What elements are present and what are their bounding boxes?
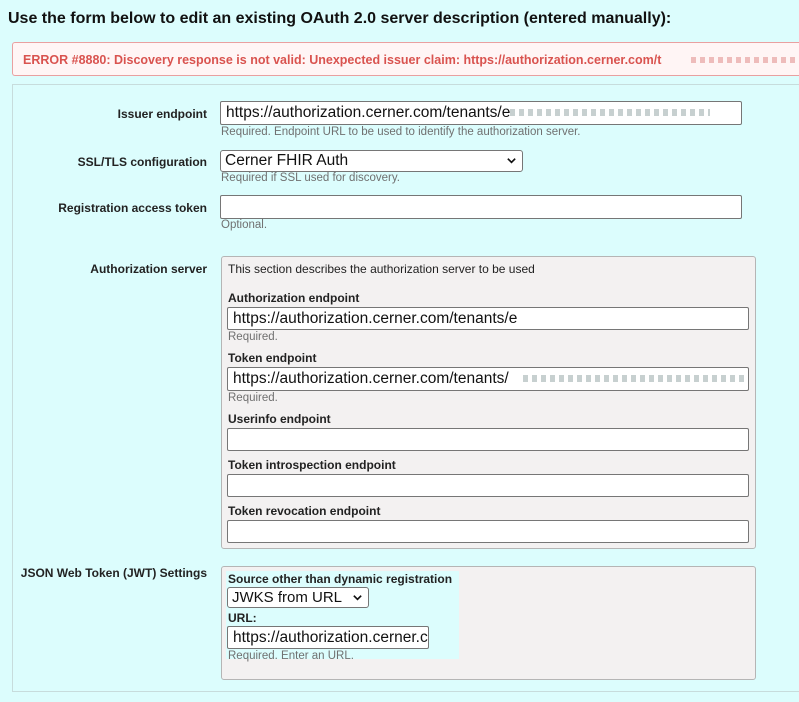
registration-token-input[interactable] <box>220 195 742 219</box>
token-endpoint-input[interactable] <box>227 367 749 391</box>
authorization-server-fieldset <box>221 256 756 549</box>
redacted-text <box>523 375 748 382</box>
jwks-url-input[interactable] <box>227 626 429 649</box>
oauth-server-form <box>12 84 799 692</box>
error-message-box <box>12 42 799 76</box>
ssl-tls-selected: Cerner FHIR Auth <box>225 152 349 169</box>
ssl-tls-label: SSL/TLS configuration <box>77 155 207 169</box>
revocation-endpoint-label: Token revocation endpoint <box>228 504 381 518</box>
redacted-text <box>691 57 799 63</box>
userinfo-endpoint-input[interactable] <box>227 428 749 451</box>
issuer-endpoint-value: https://authorization.cerner.com/tenants/e <box>226 104 511 121</box>
registration-token-hint: Optional. <box>221 219 268 231</box>
introspection-endpoint-label: Token introspection endpoint <box>228 458 396 472</box>
ssl-tls-select[interactable] <box>220 150 523 172</box>
jwks-url-label: URL: <box>228 611 257 625</box>
page-title: Use the form below to edit an existing OAuth 2.0 server description (entered manually): <box>8 10 672 27</box>
token-endpoint-hint: Required. <box>228 392 278 404</box>
token-endpoint-label: Token endpoint <box>228 351 317 365</box>
authorization-endpoint-label: Authorization endpoint <box>228 291 360 305</box>
jwks-url-hint: Required. Enter an URL. <box>228 650 354 662</box>
jwks-source-selected: JWKS from URL <box>232 589 343 606</box>
redacted-text <box>510 109 710 116</box>
issuer-endpoint-hint: Required. Endpoint URL to be used to identify the authorization server. <box>221 126 581 138</box>
authorization-endpoint-hint: Required. <box>228 331 278 343</box>
introspection-endpoint-input[interactable] <box>227 474 749 497</box>
ssl-tls-hint: Required if SSL used for discovery. <box>221 172 400 184</box>
userinfo-endpoint-label: Userinfo endpoint <box>228 412 331 426</box>
revocation-endpoint-input[interactable] <box>227 520 749 543</box>
chevron-down-icon <box>506 155 517 166</box>
jwt-settings-fieldset <box>221 566 756 680</box>
jwks-url-value: https://authorization.cerner.c <box>233 629 428 646</box>
authorization-server-description: This section describes the authorization server to be used <box>228 262 535 276</box>
error-message: ERROR #8880: Discovery response is not valid: Unexpected issuer claim: https://authorization.cerner.com/t <box>23 53 662 67</box>
authorization-server-label: Authorization server <box>90 262 207 276</box>
token-endpoint-value: https://authorization.cerner.com/tenants/ <box>233 370 509 387</box>
authorization-endpoint-input[interactable] <box>227 307 749 330</box>
jwks-source-select[interactable] <box>227 587 369 608</box>
registration-token-label: Registration access token <box>58 201 207 215</box>
chevron-down-icon <box>352 592 363 603</box>
issuer-endpoint-label: Issuer endpoint <box>117 107 207 121</box>
issuer-endpoint-input[interactable] <box>220 101 742 125</box>
jwt-settings-label: JSON Web Token (JWT) Settings <box>20 566 207 580</box>
jwks-source-label: Source other than dynamic registration <box>228 572 453 586</box>
authorization-endpoint-value: https://authorization.cerner.com/tenants/e <box>233 310 518 327</box>
